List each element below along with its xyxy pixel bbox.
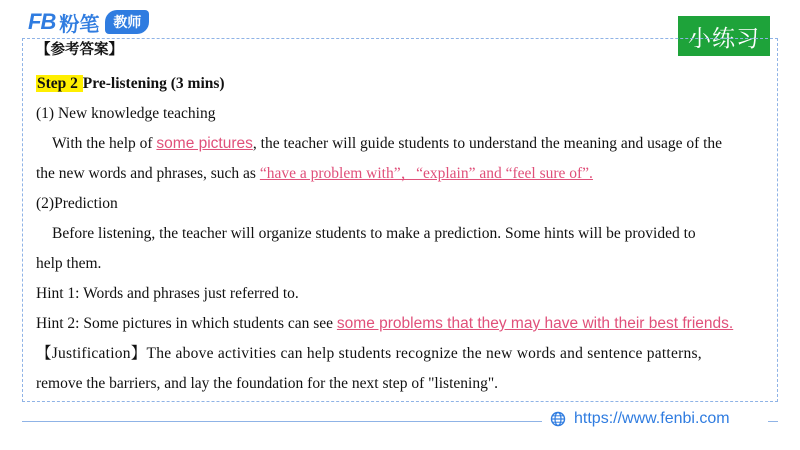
step-label: Step 2	[37, 75, 82, 92]
text-segment: Hint 2: Some pictures in which students can see	[36, 315, 337, 332]
footer-url[interactable]	[550, 410, 730, 428]
footer-url-text[interactable]: https://www.fenbi.com	[574, 410, 730, 427]
logo-fb-mark: FB	[28, 9, 56, 34]
answer-text: some problems that they may have with their best friends.	[336, 315, 734, 332]
exercise-tag: 小练习	[678, 16, 770, 56]
step-title: Pre-listening (3 mins)	[82, 75, 225, 92]
paragraph-line: help them.	[36, 255, 102, 272]
logo-name: 粉笔	[59, 11, 100, 36]
paragraph-line: 【Justification】The above activities can help students recognize the new words and sentence patterns,	[36, 345, 702, 362]
paragraph-line: Hint 1: Words and phrases just referred to.	[36, 285, 299, 302]
answer-text: “have a problem with”，“explain” and “feel sure of”.	[259, 165, 593, 182]
paragraph-line: (2)Prediction	[36, 195, 118, 212]
logo-badge: 教师	[105, 10, 149, 34]
footer-divider	[768, 421, 778, 422]
paragraph-line	[52, 134, 722, 154]
paragraph-line	[36, 164, 593, 184]
paragraph-line: Before listening, the teacher will organize students to make a prediction. Some hints will be provided to	[52, 225, 696, 242]
globe-icon	[550, 411, 566, 427]
step-heading	[36, 74, 225, 94]
footer-divider	[22, 421, 542, 422]
text-segment: , the teacher will guide students to understand the meaning and usage of the	[252, 135, 723, 152]
text-segment: the new words and phrases, such as	[36, 165, 260, 182]
text-segment: With the help of	[52, 135, 157, 152]
answer-text: some pictures	[156, 135, 253, 152]
paragraph-line: (1) New knowledge teaching	[36, 105, 216, 122]
paragraph-line: remove the barriers, and lay the foundation for the next step of "listening".	[36, 375, 499, 392]
fenbi-logo	[28, 9, 149, 35]
section-heading: 【参考答案】	[36, 42, 123, 58]
paragraph-line	[36, 314, 733, 334]
